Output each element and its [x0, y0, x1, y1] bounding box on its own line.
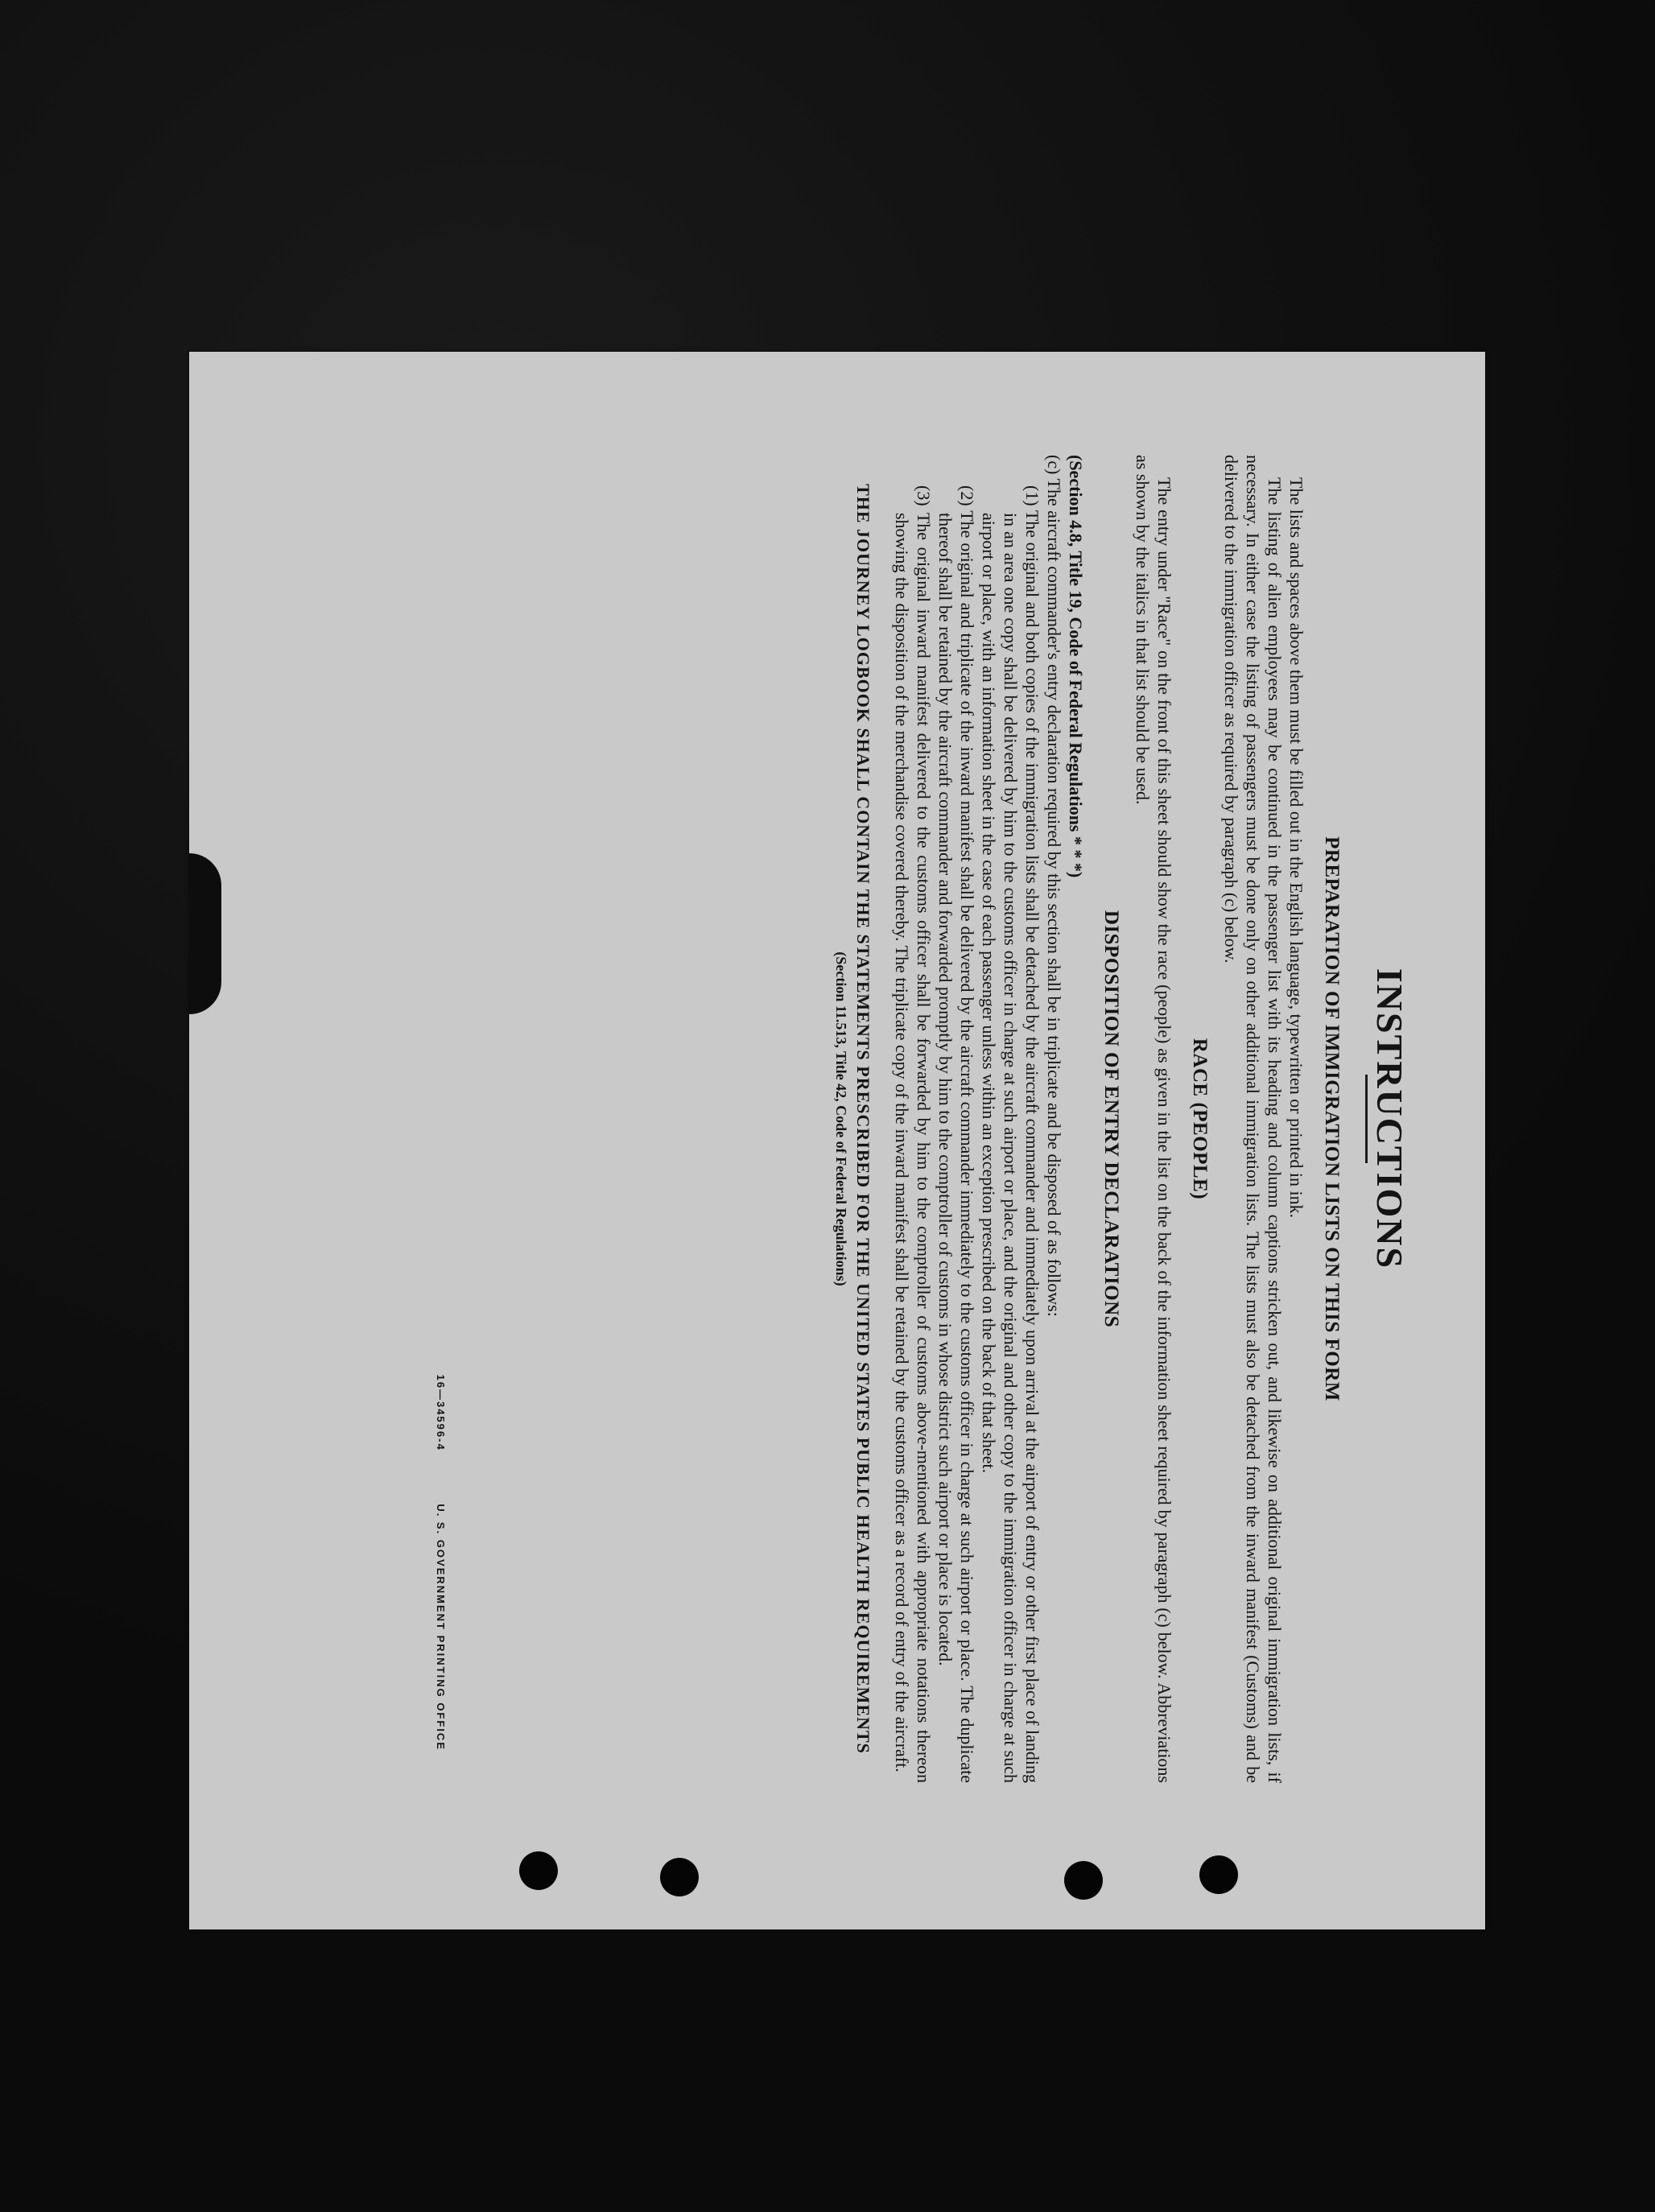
punch-hole-3	[660, 1858, 699, 1896]
disposition-lead: (c) The aircraft commander's entry declaration required by this section shall be in triplicate and be disposed of as follows:	[1044, 455, 1064, 1317]
instructions-content	[274, 455, 1410, 1783]
punch-hole-4	[519, 1851, 558, 1890]
journey-logbook-statement: THE JOURNEY LOGBOOK SHALL CONTAIN THE STATEMENTS PRESCRIBED FOR THE UNITED STATES PUBLIC HEALTH REQUIREMENTS	[853, 484, 873, 1754]
preparation-paragraph-2: The listing of alien employees may be continued in the passenger list with its heading and column captions stricken out, and likewise on additional original immigration lists, if necessary. In either case the listing of passengers must be done only on other additional immigration lists. The lists must also be detached from the inward manifest (Customs) and be delivered to the immigration officer as required by paragraph (c) below.	[1221, 455, 1285, 1783]
disposition-item-2: (2) The original and triplicate of the inward manifest shall be delivered by the aircraft commander immediately to the customs officer in charge at such airport or place. The duplicate thereof shall be retained by the aircraft commander and forwarded promptly by him to the comptroller of customs in whose district such airport or place is located.	[935, 485, 977, 1783]
disposition-item-3: (3) The original inward manifest delivered to the customs officer shall be forwarded by him to the comptroller of customs above-mentioned with appropriate notations thereon showing the disposition of the merchandise covered thereby. The triplicate copy of the inward manifest shall be retained by the customs officer as a record of entry of the aircraft.	[892, 485, 934, 1783]
paper-tear-notch	[189, 853, 221, 1014]
race-paragraph: The entry under "Race" on the front of this sheet should show the race (people) as given in the list on the back of the information sheet required by paragraph (c) below. Abbreviations as shown by the italics in that list should be used.	[1133, 455, 1174, 1783]
journey-logbook-citation: (Section 11.513, Title 42, Code of Federal Regulations)	[833, 951, 849, 1286]
preparation-paragraph-1: The lists and spaces above them must be filled out in the English language, typewritten or printed in ink.	[1286, 477, 1306, 1219]
page-title: INSTRUCTIONS	[1369, 968, 1410, 1270]
disposition-item-1: (1) The original and both copies of the immigration lists shall be detached by the aircraft commander and immediately upon arrival at the airport of entry or other first place of landing in an area one copy shall be delivered by him to the customs officer in charge at such airport or place, and the original and other copy to the immigration officer in charge at such airport or place, with an information sheet in the case of each passenger unless within an exception prescribed on the back of that sheet.	[979, 485, 1042, 1783]
punch-hole-2	[1064, 1861, 1103, 1900]
title-underline	[1365, 1075, 1368, 1163]
disposition-heading: DISPOSITION OF ENTRY DECLARATIONS	[1100, 910, 1122, 1328]
disposition-citation: (Section 4.8, Title 19, Code of Federal Regulations * * *)	[1066, 455, 1086, 878]
punch-hole-1	[1199, 1855, 1238, 1894]
race-heading: RACE (PEOPLE)	[1189, 1038, 1211, 1200]
form-footer	[435, 1375, 447, 1751]
printer-imprint: U. S. GOVERNMENT PRINTING OFFICE	[435, 1504, 447, 1751]
preparation-heading: PREPARATION OF IMMIGRATION LISTS ON THIS FORM	[1321, 836, 1343, 1401]
form-code: 16—34596-4	[435, 1374, 447, 1451]
